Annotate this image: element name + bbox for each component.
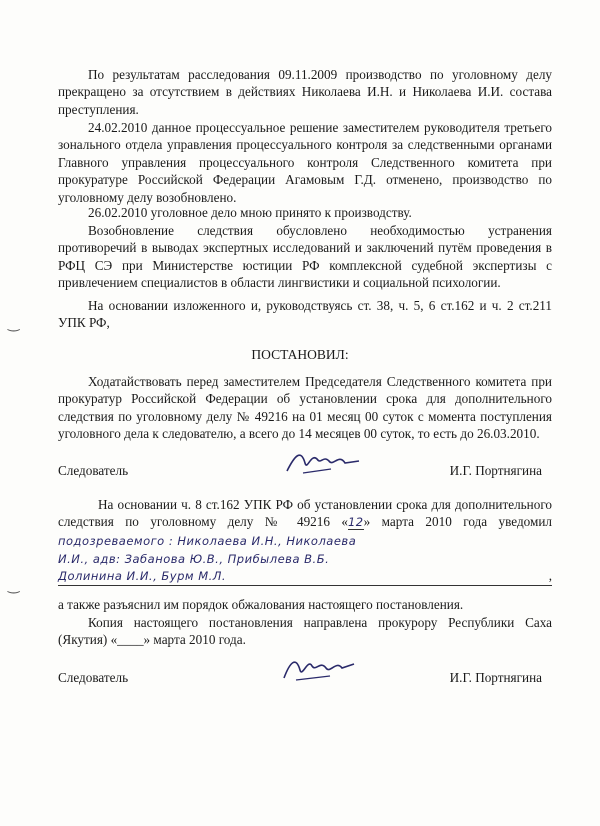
margin-mark: ‿	[8, 316, 20, 332]
paragraph-appeal: а также разъяснил им порядок обжалования настоящего постановления.	[58, 597, 464, 612]
paragraph-accepted: 26.02.2010 уголовное дело мною принято к производству.	[88, 205, 412, 220]
paragraph-decision-cancelled: 24.02.2010 данное процессуальное решение заместителем руководителя третьего зонального отдела управления процессуального контроля за следственными органами Главного управления процессуального контроля Следственного комитета при прокуратуре Российской Федерации Агамовым Г.Д. отменено, производство по уголовному делу возобновлено.	[58, 120, 552, 205]
paragraph-notice: На основании ч. 8 ст.162 УПК РФ об установлении срока для дополнительного следствия по уголовному делу № 49216 «12» марта 2010 года уведомил подозреваемого : Николаева И.Н., Николаева	[58, 497, 552, 548]
handwritten-signature	[283, 445, 363, 481]
signature-block-1	[58, 453, 552, 483]
signer-name: И.Г. Портнягина	[449, 463, 542, 478]
handwritten-signature	[280, 650, 360, 686]
handwritten-line-3: Долинина И.И., Бурм М.Л. ,	[58, 567, 552, 586]
signer-role: Следователь	[58, 463, 129, 478]
paragraph-basis: На основании изложенного и, руководствуясь ст. 38, ч. 5, 6 ст.162 и ч. 2 ст.211 УПК РФ,	[58, 298, 552, 331]
paragraph-copy-note: Копия настоящего постановления направлена прокурору Республики Саха (Якутия) «____» марта 2010 года.	[58, 615, 552, 648]
signature-block-2	[58, 660, 552, 690]
handwritten-day: 12	[347, 515, 364, 530]
paragraph-investigation-result: По результатам расследования 09.11.2009 производство по уголовному делу прекращено за отсутствием в действиях Николаева И.Н. и Николаева И.И. состава преступления.	[58, 67, 552, 117]
margin-mark: ‿	[8, 578, 20, 594]
signer-role: Следователь	[58, 670, 129, 685]
resolution-heading: ПОСТАНОВИЛ:	[251, 347, 349, 362]
handwritten-line-2: И.И., адв: Забанова Ю.В., Прибылева В.Б.	[58, 552, 330, 566]
paragraph-reason: Возобновление следствия обусловлено необходимостью устранения противоречий в выводах экспертных исследований и заключений путём проведения в РФЦ СЭ при Министерстве юстиции РФ комплексной судебной экспертизы с привлечением специалистов в области лингвистики и социальной психологии.	[58, 223, 552, 291]
paragraph-resolution: Ходатайствовать перед заместителем Председателя Следственного комитета при прокуратур Российской Федерации об установлении срока для дополнительного следствия по уголовному делу № 49216 на 01 месяц 00 суток с момента поступления уголовного дела к следователю, а всего до 14 месяцев 00 суток, то есть до 26.03.2010.	[58, 374, 552, 442]
signer-name: И.Г. Портнягина	[449, 670, 542, 685]
handwritten-notified-1: подозреваемого : Николаева И.Н., Николаева	[58, 533, 357, 548]
